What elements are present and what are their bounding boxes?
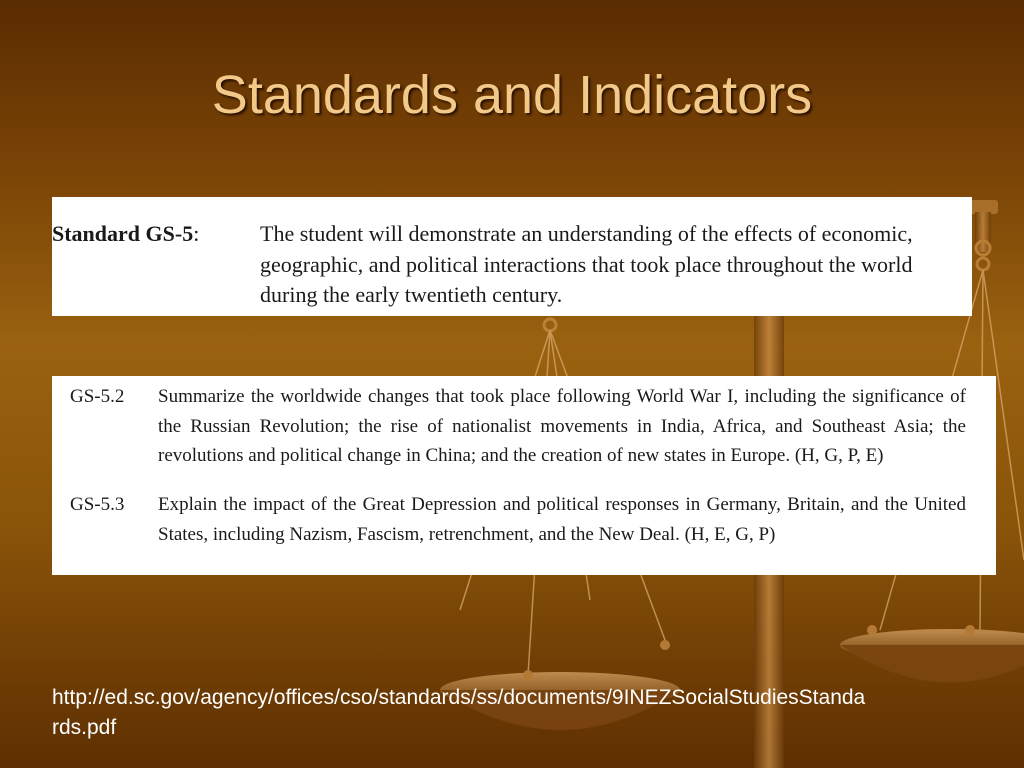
clipped-text-line [52, 376, 996, 380]
standard-label-text: Standard GS-5 [52, 221, 194, 246]
slide-title: Standards and Indicators [211, 65, 813, 125]
standard-description: The student will demonstrate an understanding of the effects of economic, geographic, and political interactions that took place throughout the world during the early twentieth century. [260, 221, 913, 307]
source-link[interactable]: http://ed.sc.gov/agency/offices/cso/standards/ss/documents/9INEZSocialStudiesStandards.pdf [52, 686, 866, 739]
standard-box [52, 197, 972, 316]
standard-label [52, 221, 199, 247]
indicator-text: Summarize the worldwide changes that took place following World War I, including the significance of the Russian Revolution; the rise of nationalist movements in India, Africa, and Southeast Asia; the revolutions and political change in China; and the creation of new states in Europe. (H, G, P, E) [158, 386, 966, 466]
indicator-code: GS-5.3 [70, 494, 125, 515]
indicator-code: GS-5.2 [70, 386, 125, 407]
indicator-text: Explain the impact of the Great Depression and political responses in Germany, Britain, and the United States, including Nazism, Fascism, retrenchment, and the New Deal. (H, E, G, P) [158, 494, 966, 545]
indicators-box [52, 376, 996, 575]
standard-colon: : [193, 221, 200, 246]
